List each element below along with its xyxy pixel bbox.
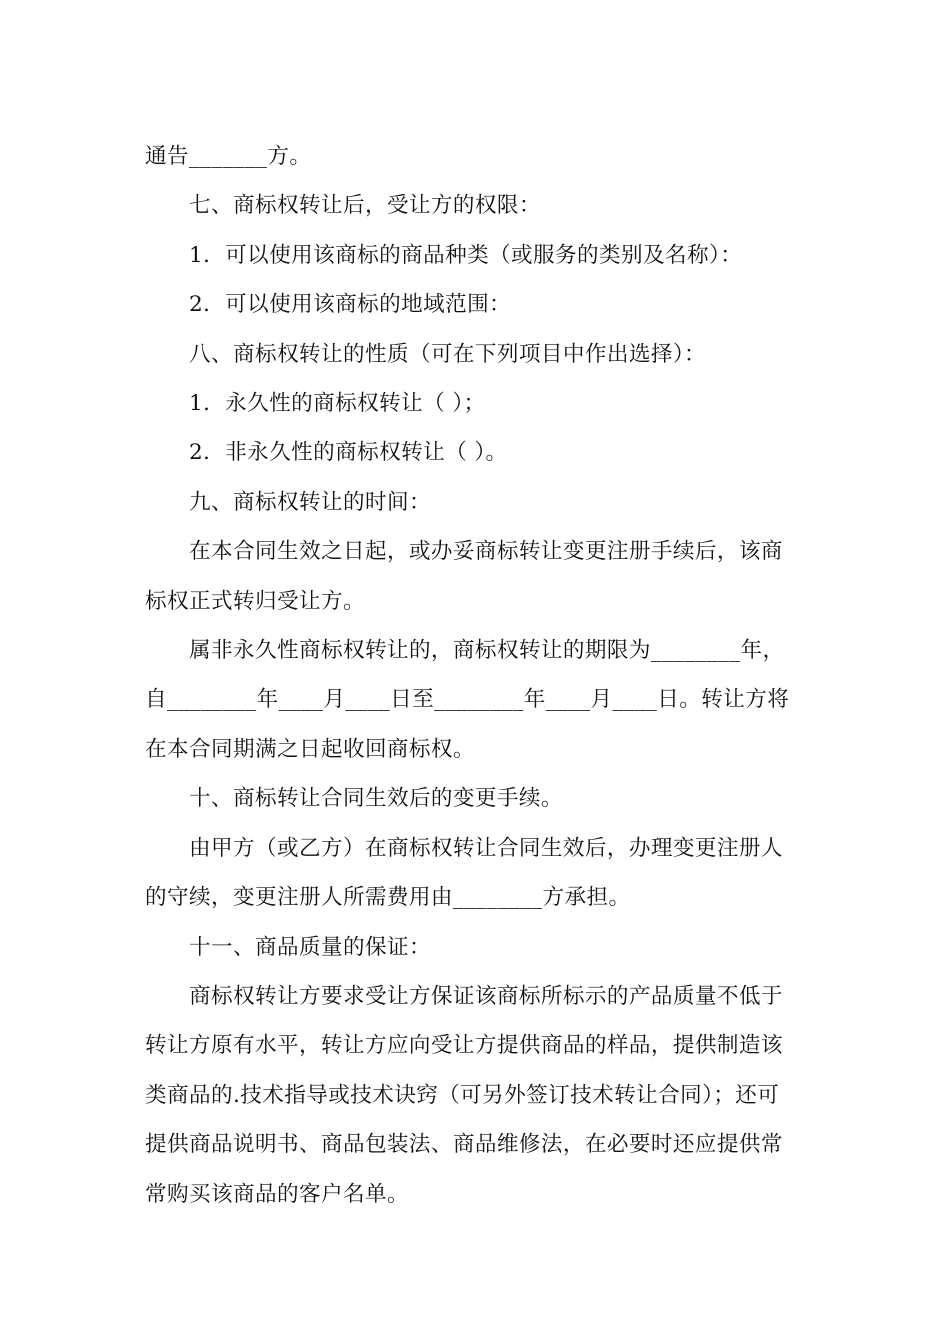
- list-item: 2．非永久性的商标权转让（ ）。: [189, 440, 508, 466]
- text-line: 通告_______方。: [145, 144, 312, 169]
- text-line: 类商品的.技术指导或技术诀窍（可另外签订技术转让合同）；还可: [145, 1082, 780, 1108]
- section-heading: 七、商标权转让后，受让方的权限：: [189, 193, 541, 219]
- document-body: [145, 132, 807, 1219]
- text-line: 商标权转让方要求受让方保证该商标所标示的产品质量不低于: [189, 983, 783, 1009]
- text-line: 由甲方（或乙方）在商标权转让合同生效后，办理变更注册人: [189, 835, 783, 861]
- section-heading: 十、商标转让合同生效后的变更手续。: [189, 786, 563, 812]
- text-line: 的守续，变更注册人所需费用由________方承担。: [145, 885, 631, 911]
- text-line: 标权正式转归受让方。: [145, 588, 365, 614]
- text-line: 在本合同生效之日起，或办妥商标转让变更注册手续后，该商: [189, 539, 783, 565]
- text-line: 在本合同期满之日起收回商标权。: [145, 736, 475, 762]
- list-item: 2．可以使用该商标的地域范围：: [189, 292, 512, 318]
- text-line: 属非永久性商标权转让的，商标权转让的期限为________年，: [189, 638, 785, 664]
- section-heading: 八、商标权转让的性质（可在下列项目中作出选择）：: [189, 341, 707, 367]
- text-line: 提供商品说明书、商品包装法、商品维修法，在必要时还应提供常: [145, 1132, 783, 1158]
- list-item: 1．永久性的商标权转让（ ）；: [189, 391, 486, 417]
- section-heading: 十一、商品质量的保证：: [189, 934, 431, 960]
- text-line: 转让方原有水平，转让方应向受让方提供商品的样品，提供制造该: [145, 1033, 783, 1059]
- section-heading: 九、商标权转让的时间：: [189, 489, 431, 515]
- text-line: 常购买该商品的客户名单。: [145, 1181, 409, 1207]
- text-line: 自________年____月____日至________年____月____日。转让方将: [145, 687, 790, 713]
- list-item: 1．可以使用该商标的商品种类（或服务的类别及名称）：: [189, 242, 743, 268]
